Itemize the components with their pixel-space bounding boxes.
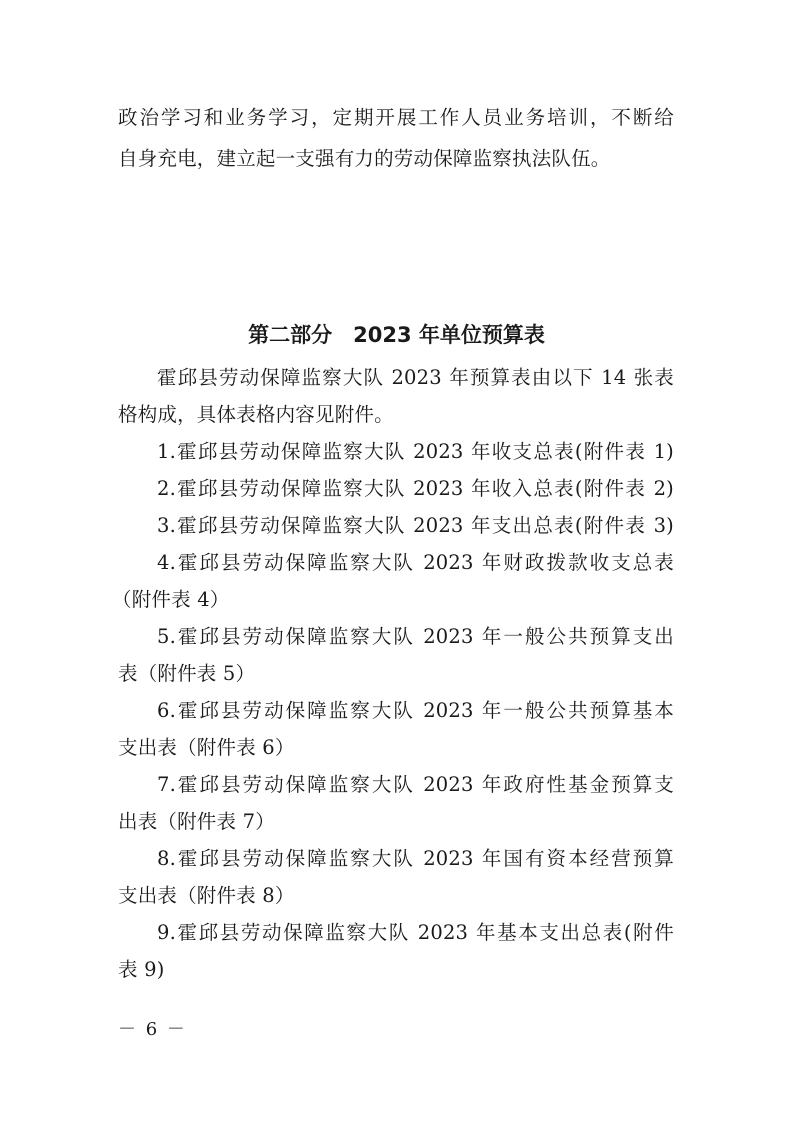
list-item-4-line-1: 4.霍邱县劳动保障监察大队 2023 年财政拨款收支总表 [157, 551, 674, 574]
list-item-8-line-2: 支出表（附件表 8） [118, 884, 295, 907]
list-item-2-line-1: 2.霍邱县劳动保障监察大队 2023 年收入总表(附件表 2) [157, 477, 674, 500]
list-item-6-line-1: 6.霍邱县劳动保障监察大队 2023 年一般公共预算基本 [157, 699, 674, 722]
list-item-3-line-1: 3.霍邱县劳动保障监察大队 2023 年支出总表(附件表 3) [157, 514, 674, 537]
list-item-9-line-2: 表 9) [118, 958, 165, 981]
list-item-7-line-2: 出表（附件表 7） [118, 810, 275, 833]
list-item-7-line-1: 7.霍邱县劳动保障监察大队 2023 年政府性基金预算支 [157, 773, 674, 796]
list-item-6-line-2: 支出表（附件表 6） [118, 736, 295, 759]
intro-line-2: 自身充电，建立起一支强有力的劳动保障监察执法队伍。 [118, 147, 611, 170]
section-description-line-2: 格构成，具体表格内容见附件。 [118, 403, 394, 426]
list-item-9-line-1: 9.霍邱县劳动保障监察大队 2023 年基本支出总表(附件 [157, 921, 674, 944]
intro-line-1: 政治学习和业务学习，定期开展工作人员业务培训，不断给 [118, 106, 674, 129]
section-description-line-1: 霍邱县劳动保障监察大队 2023 年预算表由以下 14 张表 [157, 366, 674, 389]
list-item-5-line-2: 表（附件表 5） [118, 662, 256, 685]
page-number: － 6 － [118, 1019, 187, 1040]
list-item-1-line-1: 1.霍邱县劳动保障监察大队 2023 年收支总表(附件表 1) [157, 440, 674, 463]
section-title: 第二部分 2023 年单位预算表 [248, 323, 545, 347]
list-item-4-line-2: （附件表 4） [112, 588, 230, 611]
list-item-8-line-1: 8.霍邱县劳动保障监察大队 2023 年国有资本经营预算 [157, 847, 674, 870]
list-item-5-line-1: 5.霍邱县劳动保障监察大队 2023 年一般公共预算支出 [157, 625, 674, 648]
